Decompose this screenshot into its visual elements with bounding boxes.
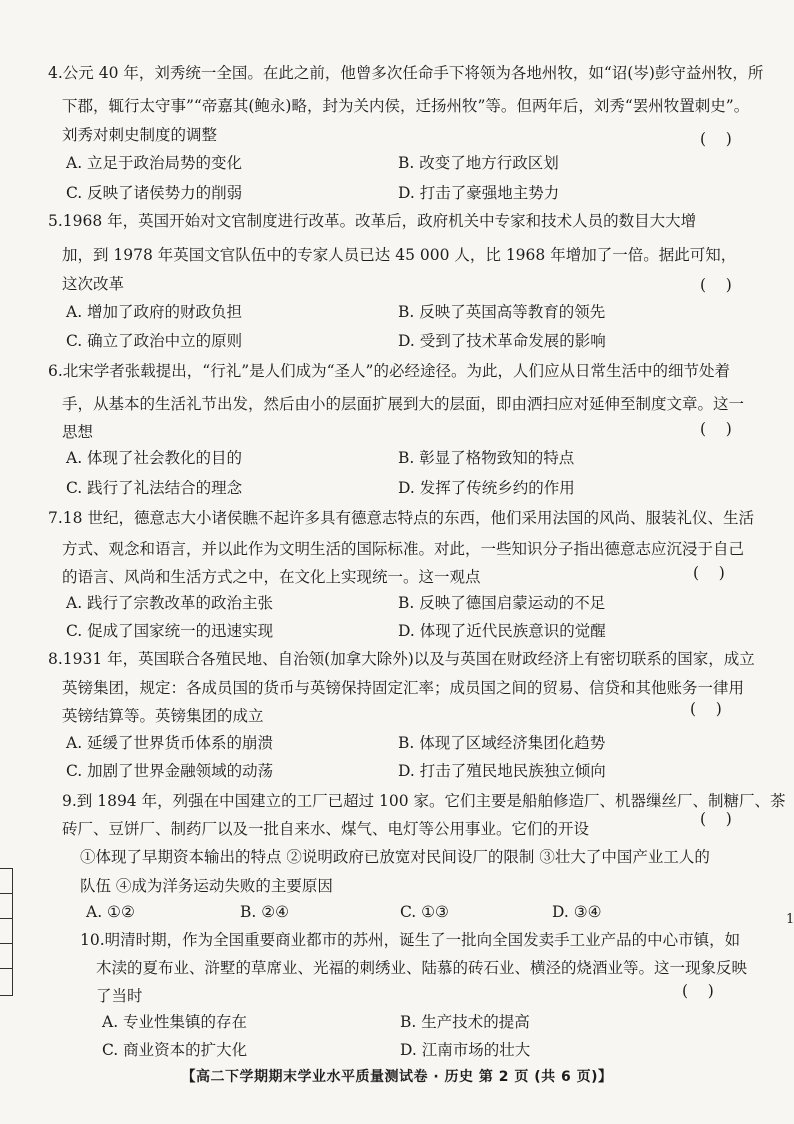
q4-line-1: 4.公元 40 年，刘秀统一全国。在此之前，他曾多次任命手下将领为各地州牧，如“诏(岑)彭守益州牧，所 [48,64,764,82]
q4-option-c[interactable]: C. 反映了诸侯势力的削弱 [66,184,243,202]
q8-line-1: 8.1931 年，英国联合各殖民地、自治领(加拿大除外)以及与英国在财政经济上有密切联系的国家，成立 [48,650,755,668]
right-edge-mark: 1 [786,912,794,927]
q9-line-3: ①体现了早期资本输出的特点 ②说明政府已放宽对民间设厂的限制 ③壮大了中国产业工人的 [80,848,710,866]
q5-option-d[interactable]: D. 受到了技术革命发展的影响 [398,332,606,350]
q7-option-d[interactable]: D. 体现了近代民族意识的觉醒 [398,622,606,640]
q8-option-b[interactable]: B. 体现了区域经济集团化趋势 [398,734,606,752]
answer-grid-cell [0,919,12,944]
q4-line-3: 刘秀对刺史制度的调整 [62,126,218,144]
q7-line-1: 7.18 世纪，德意志大小诸侯瞧不起许多具有德意志特点的东西，他们采用法国的风尚、服装礼仪、生活 [48,509,754,527]
q7-option-a[interactable]: A. 践行了宗教改革的政治主张 [66,594,274,612]
q7-line-2: 方式、观念和语言，并以此作为文明生活的国际标准。对此，一些知识分子指出德意志应沉浸于自己 [62,540,745,558]
q9-option-c[interactable]: C. ①③ [400,903,449,921]
q9-option-d[interactable]: D. ③④ [552,903,602,921]
answer-grid-fragment [0,868,13,996]
q9-line-1: 9.到 1894 年，列强在中国建立的工厂已超过 100 家。它们主要是船舶修造厂、机器缫丝厂、制糖厂、茶 [62,792,786,810]
q6-option-a[interactable]: A. 体现了社会教化的目的 [66,449,243,467]
q6-option-b[interactable]: B. 彰显了格物致知的特点 [398,449,575,467]
q4-line-2: 下郡，辄行太守事”“帝嘉其(鲍永)略，封为关内侯，迁扬州牧”等。但两年后，刘秀“罢州牧置刺史”。 [62,97,750,115]
q7-line-3: 的语言、风尚和生活方式之中，在文化上实现统一。这一观点 [62,568,481,586]
answer-grid-cell [0,969,12,993]
q5-answer-blank[interactable]: ( ) [700,276,732,294]
answer-grid-cell [0,869,12,894]
q10-option-c[interactable]: C. 商业资本的扩大化 [102,1041,248,1059]
q5-option-b[interactable]: B. 反映了英国高等教育的领先 [398,303,606,321]
q7-option-c[interactable]: C. 促成了国家统一的迅速实现 [66,622,274,640]
q4-option-a[interactable]: A. 立足于政治局势的变化 [66,154,243,172]
q10-option-a[interactable]: A. 专业性集镇的存在 [102,1013,248,1031]
q8-line-3: 英镑结算等。英镑集团的成立 [62,707,264,725]
q6-line-3: 思想 [62,423,94,441]
q5-line-1: 5.1968 年，英国开始对文官制度进行改革。改革后，政府机关中专家和技术人员的数目大大增 [48,212,697,230]
q8-line-2: 英镑集团，规定：各成员国的货币与英镑保持固定汇率；成员国之间的贸易、信贷和其他账务一律用 [62,679,745,697]
page-footer: 【高二下学期期末学业水平质量测试卷 · 历史 第 2 页 (共 6 页)】 [181,1069,613,1085]
q5-line-3: 这次改革 [62,275,125,293]
q7-option-b[interactable]: B. 反映了德国启蒙运动的不足 [398,594,606,612]
q6-option-d[interactable]: D. 发挥了传统乡约的作用 [398,479,575,497]
q6-answer-blank[interactable]: ( ) [700,420,732,438]
q4-answer-blank[interactable]: ( ) [700,130,732,148]
q6-option-c[interactable]: C. 践行了礼法结合的理念 [66,479,243,497]
q10-option-b[interactable]: B. 生产技术的提高 [400,1013,530,1031]
q8-option-c[interactable]: C. 加剧了世界金融领域的动荡 [66,762,274,780]
q9-line-4: 队伍 ④成为洋务运动失败的主要原因 [80,877,333,895]
q4-option-d[interactable]: D. 打击了豪强地主势力 [398,184,560,202]
q5-line-2: 加，到 1978 年英国文官队伍中的专家人员已达 45 000 人，比 1968 年增加了一倍。据此可知， [62,246,737,264]
q8-answer-blank[interactable]: ( ) [690,700,722,718]
q7-answer-blank[interactable]: ( ) [693,564,725,582]
q8-option-a[interactable]: A. 延缓了世界货币体系的崩溃 [66,734,274,752]
q10-option-d[interactable]: D. 江南市场的壮大 [400,1041,531,1059]
answer-grid-cell [0,944,12,969]
q6-line-2: 手，从基本的生活礼节出发，然后由小的层面扩展到大的层面，即由洒扫应对延伸至制度文章。这一 [62,395,745,413]
q8-option-d[interactable]: D. 打击了殖民地民族独立倾向 [398,762,606,780]
q10-line-2: 木渎的夏布业、浒墅的草席业、光福的刺绣业、陆慕的砖石业、横泾的烧酒业等。这一现象反映 [96,959,748,977]
answer-grid-cell [0,894,12,919]
q9-answer-blank[interactable]: ( ) [700,810,732,828]
q5-option-a[interactable]: A. 增加了政府的财政负担 [66,303,243,321]
q9-option-b[interactable]: B. ②④ [240,903,290,921]
q6-line-1: 6.北宋学者张载提出，“行礼”是人们成为“圣人”的必经途径。为此，人们应从日常生活中的细节处着 [48,362,730,380]
q10-line-1: 10.明清时期，作为全国重要商业都市的苏州，诞生了一批向全国发卖手工业产品的中心市镇，如 [80,931,741,949]
q9-line-2: 砖厂、豆饼厂、制药厂以及一批自来水、煤气、电灯等公用事业。它们的开设 [62,820,590,838]
q9-option-a[interactable]: A. ①② [86,903,135,921]
q10-answer-blank[interactable]: ( ) [682,982,714,1000]
q5-option-c[interactable]: C. 确立了政治中立的原则 [66,332,243,350]
q10-line-3: 了当时 [96,987,143,1005]
q4-option-b[interactable]: B. 改变了地方行政区划 [398,154,559,172]
